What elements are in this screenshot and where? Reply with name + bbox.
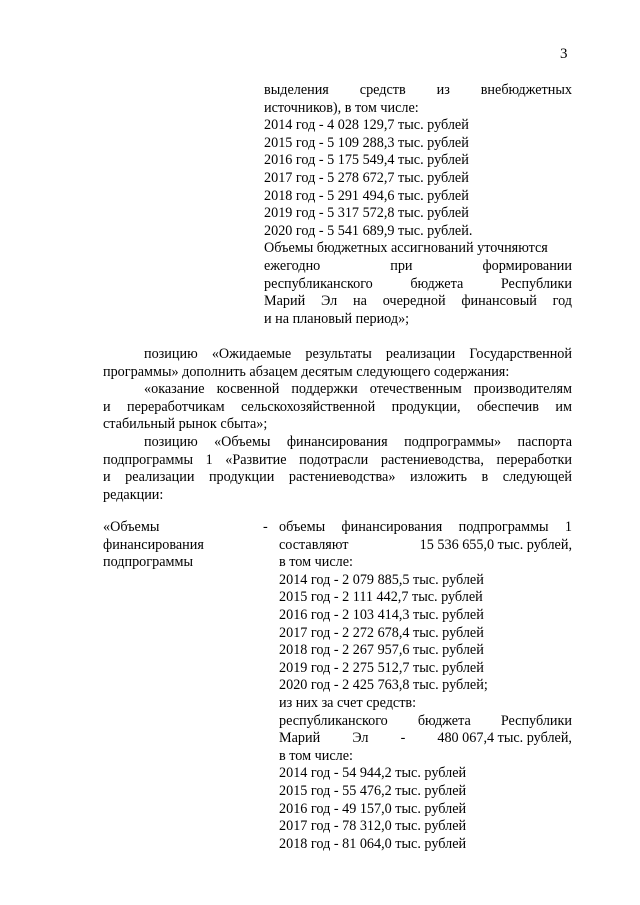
word: паспорта xyxy=(517,433,572,450)
word: косвенной xyxy=(216,381,280,398)
year-line: 2018 год - 5 291 494,6 тыс. рублей xyxy=(264,187,469,204)
year-line: 2020 год - 2 425 763,8 тыс. рублей; xyxy=(279,677,488,694)
year-line: 2018 год - 81 064,0 тыс. рублей xyxy=(279,835,467,852)
justified-line xyxy=(103,381,572,399)
funding-table xyxy=(103,519,572,853)
justified-line xyxy=(103,469,572,487)
word: Республики xyxy=(500,275,572,292)
justified-line xyxy=(103,399,572,417)
page-number: 3 xyxy=(560,46,568,62)
word: на xyxy=(353,293,367,310)
justified-line xyxy=(264,258,572,276)
word: поддержки xyxy=(291,381,358,398)
word: выделения xyxy=(264,82,329,98)
word: в xyxy=(481,469,489,486)
year-line: 2016 год - 5 175 549,4 тыс. рублей xyxy=(264,152,469,169)
word: бюджета xyxy=(417,712,471,729)
word: подотрасли xyxy=(299,451,369,468)
justified-line xyxy=(279,730,572,748)
text-line: редакции: xyxy=(103,486,164,503)
word: при xyxy=(390,257,413,274)
word: «оказание xyxy=(144,381,205,398)
word: «Развитие xyxy=(225,451,287,468)
word: и xyxy=(103,469,111,486)
word: реализации xyxy=(385,346,456,362)
word: результаты xyxy=(305,346,372,362)
word: и xyxy=(103,398,111,415)
year-line: 2015 год - 2 111 442,7 тыс. рублей xyxy=(279,589,483,606)
word: республиканского xyxy=(279,712,388,729)
word: реализации xyxy=(125,469,195,486)
year-line: 2016 год - 2 103 414,3 тыс. рублей xyxy=(279,606,484,623)
word: очередной xyxy=(382,293,446,310)
spacer xyxy=(263,537,279,555)
word: 1 xyxy=(205,451,213,468)
word: переработчикам xyxy=(126,398,225,415)
word: внебюджетных xyxy=(480,82,572,98)
text-line: и на плановый период»; xyxy=(264,310,410,327)
text-line: из них за счет средств: xyxy=(279,694,417,711)
year-line: 2014 год - 54 944,2 тыс. рублей xyxy=(279,765,467,782)
year-line: 2017 год - 5 278 672,7 тыс. рублей xyxy=(264,169,469,186)
word: отечественным xyxy=(369,381,462,398)
year-line: 2017 год - 2 272 678,4 тыс. рублей xyxy=(279,624,484,641)
word: им xyxy=(555,398,572,415)
text-line: программы» дополнить абзацем десятым следующего содержания: xyxy=(103,363,510,380)
word: следующей xyxy=(502,469,572,486)
word: 15 536 655,0 тыс. рублей, xyxy=(419,536,572,553)
word: составляют xyxy=(279,536,349,553)
year-line: 2018 год - 2 267 957,6 тыс. рублей xyxy=(279,642,484,659)
justified-line xyxy=(264,293,572,311)
justified-line xyxy=(279,537,572,555)
word: средств xyxy=(359,82,406,98)
word: республиканского xyxy=(264,275,373,292)
year-line: 2014 год - 4 028 129,7 тыс. рублей xyxy=(264,117,469,134)
word: растениеводства» xyxy=(288,469,396,486)
word: позицию xyxy=(144,433,198,450)
justified-line xyxy=(279,713,572,731)
table-row xyxy=(103,519,572,537)
word: переработки xyxy=(496,451,572,468)
table-right-column xyxy=(103,572,572,854)
word: финансирования xyxy=(286,433,388,450)
word: финансовый xyxy=(461,293,537,310)
word: из xyxy=(436,82,450,98)
word: позицию xyxy=(144,346,198,362)
word: Эл xyxy=(352,730,369,747)
text-line: стабильный рынок сбыта»; xyxy=(103,416,268,433)
word: продукции, xyxy=(391,398,461,415)
word: 480 067,4 тыс. рублей, xyxy=(437,730,572,747)
word: объемы xyxy=(279,519,326,535)
text-line: в том числе: xyxy=(279,747,353,764)
year-line: 2015 год - 55 476,2 тыс. рублей xyxy=(279,782,467,799)
text-line: в том числе: xyxy=(279,554,353,571)
word: «Ожидаемые xyxy=(211,346,292,362)
word: продукции xyxy=(208,469,275,486)
year-line: 2015 год - 5 109 288,3 тыс. рублей xyxy=(264,134,469,151)
table-left-cell: «Объемы xyxy=(103,519,160,535)
word: подпрограммы xyxy=(103,451,193,468)
year-line: 2019 год - 5 317 572,8 тыс. рублей xyxy=(264,205,469,222)
word: Марий xyxy=(264,293,306,310)
justified-line xyxy=(103,452,572,470)
text-line: Объемы бюджетных ассигнований уточняются xyxy=(264,240,548,257)
word: сельскохозяйственной xyxy=(241,398,376,415)
table-left-cell: финансирования xyxy=(103,536,204,553)
word: финансирования xyxy=(341,519,443,535)
word: Марий xyxy=(279,730,321,747)
word: изложить xyxy=(409,469,468,486)
justified-line xyxy=(279,519,572,537)
word: - xyxy=(400,730,406,747)
word: Республики xyxy=(500,712,572,729)
word: «Объемы xyxy=(214,433,271,450)
word: бюджета xyxy=(410,275,464,292)
year-line: 2014 год - 2 079 885,5 тыс. рублей xyxy=(279,571,484,588)
word: подпрограммы» xyxy=(404,433,502,450)
word: подпрограммы xyxy=(458,519,549,535)
word: ежегодно xyxy=(264,257,321,274)
year-line: 2020 год - 5 541 689,9 тыс. рублей. xyxy=(264,222,473,239)
body-paragraphs xyxy=(103,346,572,504)
justified-line xyxy=(264,276,572,294)
word: обеспечив xyxy=(476,398,539,415)
word: год xyxy=(552,293,572,310)
year-line: 2017 год - 78 312,0 тыс. рублей xyxy=(279,818,467,835)
text-line: источников), в том числе: xyxy=(264,99,419,116)
dash: - xyxy=(263,519,268,535)
word: Государственной xyxy=(469,346,572,362)
word: 1 xyxy=(564,519,572,535)
justified-line xyxy=(264,82,572,100)
spacer xyxy=(263,554,279,572)
year-line: 2016 год - 49 157,0 тыс. рублей xyxy=(279,800,467,817)
funding-continuation-block xyxy=(264,82,572,328)
table-row xyxy=(103,554,572,572)
justified-line xyxy=(103,434,572,452)
word: растениеводства, xyxy=(380,451,484,468)
word: формировании xyxy=(482,257,572,274)
table-left-cell: подпрограммы xyxy=(103,554,193,571)
justified-line xyxy=(103,346,572,364)
year-line: 2019 год - 2 275 512,7 тыс. рублей xyxy=(279,659,484,676)
table-row xyxy=(103,537,572,555)
word: производителям xyxy=(473,381,572,398)
word: Эл xyxy=(320,293,338,310)
